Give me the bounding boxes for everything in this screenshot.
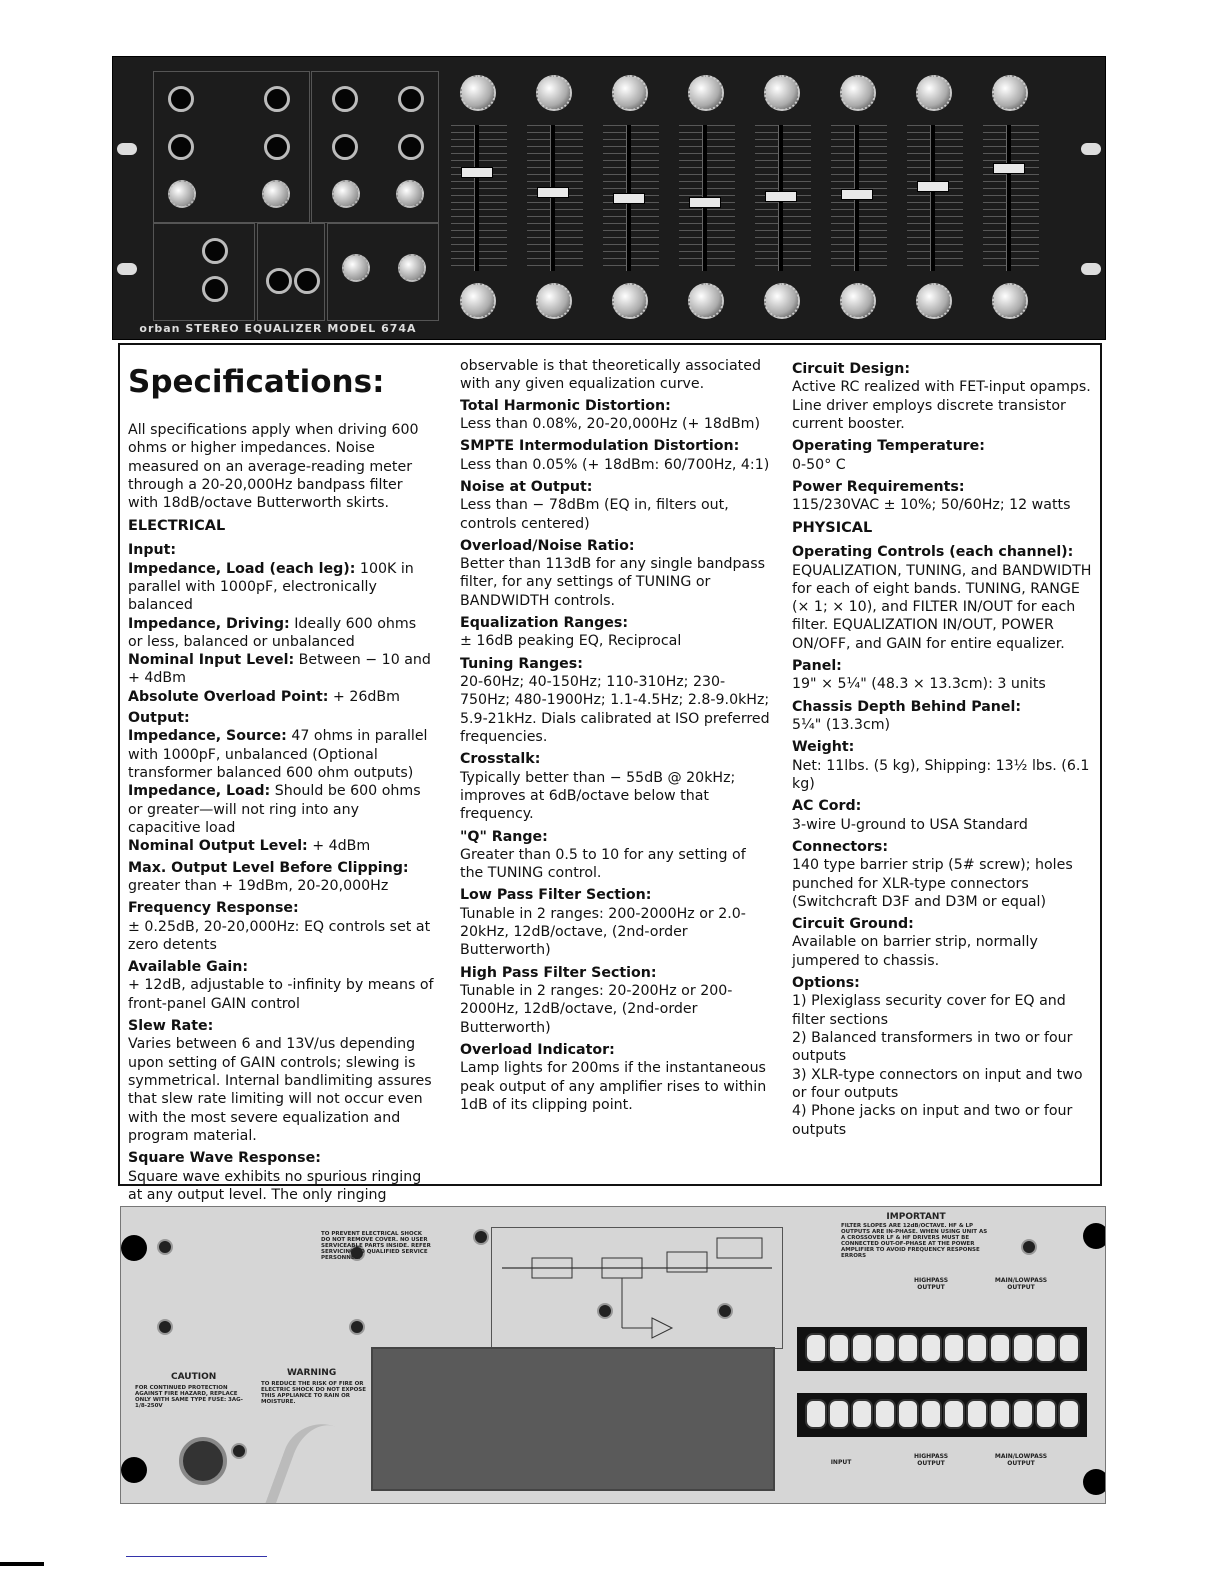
terminal [1012, 1399, 1034, 1429]
spec-item [128, 958, 434, 1013]
spec-column-2 [460, 357, 770, 1118]
terminal [920, 1399, 942, 1429]
spec-item [792, 797, 1098, 834]
terminal [943, 1333, 965, 1363]
switch [264, 134, 290, 160]
caution-text: FOR CONTINUED PROTECTION AGAINST FIRE HAZARD, REPLACE ONLY WITH SAME TYPE FUSE: 3AG-1/8-250V [135, 1385, 243, 1410]
spec-item [128, 727, 434, 782]
spec-item [460, 886, 770, 959]
spec-label: Square Wave Response: [128, 1150, 321, 1167]
eq-band [671, 63, 741, 331]
spec-label: Impedance, Load (each leg): [128, 560, 356, 577]
slider-scale [451, 125, 507, 271]
spec-item [128, 560, 434, 615]
spec-label: Tuning Ranges: [460, 655, 583, 672]
rack-hole [1083, 1469, 1106, 1495]
spec-list [792, 360, 1098, 1139]
spec-label: Slew Rate: [128, 1018, 214, 1035]
spec-label: Impedance, Source: [128, 728, 287, 745]
bandwidth-knob [916, 283, 952, 319]
spec-text: 1) Plexiglass security cover for EQ and filter sections [792, 993, 1066, 1028]
power-section [153, 223, 255, 321]
tuning-knob [916, 75, 952, 111]
terminal [989, 1333, 1011, 1363]
warning-text: TO REDUCE THE RISK OF FIRE OR ELECTRIC SHOCK DO NOT EXPOSE THIS APPLIANCE TO RAIN OR MOISTURE. [261, 1381, 367, 1406]
eq-band [975, 63, 1045, 331]
spec-label: Connectors: [792, 838, 889, 855]
specifications-box [118, 343, 1102, 1203]
slider-cap [689, 197, 721, 208]
spec-item [128, 859, 434, 896]
input-label-bottom: INPUT [830, 1459, 852, 1466]
shock-warning-text: TO PREVENT ELECTRICAL SHOCK DO NOT REMOVE COVER. NO USER SERVICEABLE PARTS INSIDE. REFER SERVICING TO QUALIFIED SERVICE PERSONNEL. [321, 1231, 431, 1262]
spec-column-1 [128, 355, 434, 1208]
spec-item [128, 837, 434, 855]
eq-band [443, 63, 513, 331]
slider-slot [550, 125, 555, 271]
tuning-knob [840, 75, 876, 111]
rear-panel-photo [120, 1206, 1106, 1504]
spec-value: Net: 11lbs. (5 kg), Shipping: 13½ lbs. (6.1 kg) [792, 757, 1090, 792]
intro-text: All specifications apply when driving 600 ohms or higher impedances. Noise measured on an average-reading meter through a 20-20,000Hz bandpass filter with 18dB/octave Butterworth skirts. [128, 421, 419, 512]
tuning-knob [168, 180, 196, 208]
bandwidth-knob [992, 283, 1028, 319]
terminal [989, 1399, 1011, 1429]
power-switch [202, 276, 228, 302]
slider-scale [907, 125, 963, 271]
spec-label: Operating Controls (each channel): [792, 544, 1074, 561]
spec-item [128, 615, 434, 652]
important-title: IMPORTANT [886, 1212, 946, 1222]
bandwidth-knob [764, 283, 800, 319]
spec-item [792, 838, 1098, 911]
spec-item [792, 915, 1098, 970]
spec-label: "Q" Range: [460, 828, 548, 845]
switch [332, 86, 358, 112]
terminal [920, 1333, 942, 1363]
spec-value: Less than 0.08%, 20-20,000Hz (+ 18dBm) [460, 415, 761, 432]
spec-label: AC Cord: [792, 798, 862, 815]
spec-value: 3-wire U-ground to USA Standard [792, 816, 1028, 833]
spec-value: + 26dBm [328, 688, 400, 705]
caution-title: CAUTION [171, 1372, 217, 1382]
spec-label: Overload/Noise Ratio: [460, 537, 635, 554]
spec-label: Max. Output Level Before Clipping: [128, 859, 409, 876]
terminal [828, 1399, 850, 1429]
slider-cap [841, 189, 873, 200]
section-heading: ELECTRICAL [128, 517, 226, 534]
spec-value: Less than − 78dBm (EQ in, filters out, controls centered) [460, 497, 729, 532]
spec-list [128, 517, 434, 1205]
terminal [897, 1399, 919, 1429]
spec-item [460, 614, 770, 651]
spec-item [792, 698, 1098, 735]
terminal [966, 1399, 988, 1429]
slider-scale [983, 125, 1039, 271]
bandwidth-knob [840, 283, 876, 319]
spec-text: observable is that theoretically associated with any given equalization curve. [460, 358, 761, 393]
tuning-knob [332, 180, 360, 208]
terminal [851, 1333, 873, 1363]
spec-text: 3) XLR-type connectors on input and two or four outputs [792, 1066, 1083, 1101]
highpass-label-top: HIGHPASS OUTPUT [913, 1277, 949, 1291]
switch [168, 86, 194, 112]
switch [332, 134, 358, 160]
rack-hole [1083, 1223, 1106, 1249]
spec-value: 47 ohms in parallel with 1000pF, unbalanced (Optional transformer balanced 600 ohm outputs) [128, 728, 428, 781]
spec-item [128, 1149, 434, 1204]
spec-list [460, 357, 770, 1114]
eq-band [899, 63, 969, 331]
spec-value: Typically better than − 55dB @ 20kHz; improves at 6dB/octave below that frequency. [460, 769, 736, 823]
slider-cap [537, 187, 569, 198]
terminal [943, 1399, 965, 1429]
spec-item [792, 478, 1098, 515]
screw [349, 1319, 365, 1335]
slider-cap [461, 167, 493, 178]
terminal [1058, 1399, 1080, 1429]
spec-label: Absolute Overload Point: [128, 688, 329, 705]
slider-cap [765, 191, 797, 202]
spec-label: Available Gain: [128, 959, 249, 976]
spec-text: 2) Balanced transformers in two or four outputs [792, 1030, 1073, 1065]
spec-item [792, 543, 1098, 653]
spec-label: Noise at Output: [460, 478, 593, 495]
spec-item [128, 1017, 434, 1145]
spec-value: Active RC realized with FET-input opamps. Line driver employs discrete transistor current booster. [792, 379, 1091, 432]
terminal [874, 1333, 896, 1363]
eq-bands [443, 63, 1098, 331]
slider-slot [1006, 125, 1011, 271]
slider-slot [474, 125, 479, 271]
spec-value: greater than + 19dBm, 20-20,000Hz [128, 877, 389, 894]
bandwidth-knob [460, 283, 496, 319]
important-notice [841, 1213, 991, 1259]
spec-value: ± 16dB peaking EQ, Reciprocal [460, 633, 682, 650]
rack-hole [121, 1235, 147, 1261]
barrier-strip-bottom [797, 1393, 1087, 1437]
power-cord [247, 1413, 345, 1504]
spec-item [460, 964, 770, 1037]
footer-rule [126, 1556, 267, 1557]
spec-item [460, 537, 770, 610]
spec-item [128, 899, 434, 954]
spec-value: 100K in parallel with 1000pF, electronically balanced [128, 560, 414, 614]
tuning-knob [396, 180, 424, 208]
tuning-knob [688, 75, 724, 111]
tuning-knob [262, 180, 290, 208]
scan-edge-mark [0, 1562, 44, 1566]
spec-value: Should be 600 ohms or greater—will not ring into any capacitive load [128, 783, 421, 836]
filter-section-left [153, 71, 310, 223]
page-title: Specifications: [128, 364, 385, 400]
block-diagram [491, 1227, 783, 1349]
section-heading: PHYSICAL [792, 519, 873, 536]
slider-cap [613, 193, 645, 204]
spec-label: High Pass Filter Section: [460, 964, 657, 981]
spec-value: 19" × 5¼" (48.3 × 13.3cm): 3 units [792, 676, 1046, 693]
screw [157, 1239, 173, 1255]
spec-label: Impedance, Driving: [128, 615, 290, 632]
highpass-label-bottom: HIGHPASS OUTPUT [913, 1453, 949, 1467]
spec-item [128, 651, 434, 688]
spec-value: Varies between 6 and 13V/us depending upon setting of GAIN controls; slewing is symmetrical. Internal bandlimiting assures that slew rate limiting will not occur even with the most severe equalization and program material. [128, 1036, 432, 1144]
fuse-holder [179, 1437, 227, 1485]
spec-value: Greater than 0.5 to 10 for any setting of the TUNING control. [460, 846, 746, 882]
main-lowpass-label-top: MAIN/LOWPASS OUTPUT [994, 1277, 1048, 1291]
slider-cap [993, 163, 1025, 174]
switch [398, 134, 424, 160]
terminal [1035, 1333, 1057, 1363]
spec-label: Low Pass Filter Section: [460, 887, 652, 904]
barrier-strip-top [797, 1327, 1087, 1371]
spec-label: Equalization Ranges: [460, 615, 629, 632]
bypass-switch [266, 268, 292, 294]
spec-label: Frequency Response: [128, 900, 299, 917]
screw [473, 1229, 489, 1245]
spec-item [792, 437, 1098, 474]
eq-band [823, 63, 893, 331]
bypass-switch [294, 268, 320, 294]
spec-value: 5¼" (13.3cm) [792, 717, 891, 734]
spec-value: Ideally 600 ohms or less, balanced or unbalanced [128, 615, 417, 650]
spec-label: SMPTE Intermodulation Distortion: [460, 438, 740, 455]
spec-value: 0-50° C [792, 456, 846, 473]
switch [264, 86, 290, 112]
spec-item [128, 782, 434, 837]
terminal [851, 1399, 873, 1429]
spec-item [792, 657, 1098, 694]
spec-value: 20-60Hz; 40-150Hz; 110-310Hz; 230-750Hz; 480-1900Hz; 1.1-4.5Hz; 2.8-9.0kHz; 5.9-21kHz. Dials calibrated at ISO preferred frequencies. [460, 674, 770, 745]
important-text: FILTER SLOPES ARE 12dB/OCTAVE. HF & LP OUTPUTS ARE IN-PHASE. WHEN USING UNIT AS A CROSSOVER LF & HF DRIVERS MUST BE CONNECTED OUT-OF-PHASE AT THE POWER AMPLIFIER TO AVOID FREQUENCY RESPONSE ERRORS [841, 1222, 988, 1260]
xlr-cover-plate [371, 1347, 775, 1491]
bandwidth-knob [688, 283, 724, 319]
spec-label: Impedance, Load: [128, 783, 271, 800]
spec-item [460, 655, 770, 747]
rack-hole [117, 263, 137, 275]
terminal [1058, 1333, 1080, 1363]
filter-section-right [311, 71, 439, 223]
spec-item [460, 828, 770, 883]
spec-label: Chassis Depth Behind Panel: [792, 698, 1022, 715]
model-label: orban STEREO EQUALIZER MODEL 674A [139, 322, 417, 335]
terminal [897, 1333, 919, 1363]
terminal [966, 1333, 988, 1363]
gain-section [327, 223, 439, 321]
tuning-knob [992, 75, 1028, 111]
spec-label: Crosstalk: [460, 751, 541, 768]
spec-value: Tunable in 2 ranges: 20-200Hz or 200-2000Hz, 12dB/octave, (2nd-order Butterworth) [460, 983, 733, 1036]
tuning-knob [612, 75, 648, 111]
spec-item [460, 437, 770, 474]
eq-band [595, 63, 665, 331]
spec-item [792, 738, 1098, 793]
screw [1021, 1239, 1037, 1255]
spec-group-heading: Options: [792, 975, 860, 992]
spec-value: ± 0.25dB, 20-20,000Hz: EQ controls set at zero detents [128, 918, 431, 953]
spec-text: 4) Phone jacks on input and two or four outputs [792, 1103, 1073, 1138]
tuning-knob [764, 75, 800, 111]
rack-hole [117, 143, 137, 155]
spec-label: Panel: [792, 658, 842, 675]
slider-slot [930, 125, 935, 271]
spec-value: Better than 113dB for any single bandpass filter, for any settings of TUNING or BANDWIDTH controls. [460, 556, 766, 609]
slider-cap [917, 181, 949, 192]
spec-value: Tunable in 2 ranges: 200-2000Hz or 2.0-20kHz, 12dB/octave, (2nd-order Butterworth) [460, 905, 746, 959]
warning-title: WARNING [287, 1368, 337, 1378]
eq-band [747, 63, 817, 331]
spec-label: Circuit Design: [792, 361, 911, 377]
terminal [805, 1399, 827, 1429]
spec-value: Square wave exhibits no spurious ringing at any output level. The only ringing [128, 1168, 422, 1203]
spec-group-heading: Output: [128, 710, 190, 727]
bandwidth-knob [612, 283, 648, 319]
spec-item [460, 750, 770, 823]
spec-value: Between − 10 and + 4dBm [128, 652, 431, 687]
spec-item [460, 397, 770, 434]
switch [398, 86, 424, 112]
terminal [805, 1333, 827, 1363]
spec-value: Available on barrier strip, normally jumpered to chassis. [792, 934, 1038, 969]
gain-knob [342, 254, 370, 282]
spec-item [792, 360, 1098, 433]
eq-band [519, 63, 589, 331]
switch [168, 134, 194, 160]
schematic-lines [492, 1228, 782, 1348]
tuning-knob [460, 75, 496, 111]
spec-label: Power Requirements: [792, 478, 965, 495]
slider-scale [527, 125, 583, 271]
front-panel-photo [112, 56, 1106, 340]
main-lowpass-label-bottom: MAIN/LOWPASS OUTPUT [994, 1453, 1048, 1467]
power-switch [202, 238, 228, 264]
spec-label: Operating Temperature: [792, 438, 985, 455]
tuning-knob [536, 75, 572, 111]
spec-value: + 12dB, adjustable to -infinity by means of front-panel GAIN control [128, 977, 434, 1012]
terminal [1035, 1399, 1057, 1429]
spec-value: + 4dBm [307, 838, 371, 855]
spec-column-3 [792, 357, 1098, 1139]
spec-group-heading: Input: [128, 542, 177, 559]
spec-label: Nominal Input Level: [128, 652, 295, 669]
spec-item [460, 1041, 770, 1114]
terminal [828, 1333, 850, 1363]
spec-value: 140 type barrier strip (5# screw); holes punched for XLR-type connectors (Switchcraft D3F and D3M or equal) [792, 857, 1073, 910]
spec-value: Lamp lights for 200ms if the instantaneous peak output of any amplifier rises to within 1dB of its clipping point. [460, 1060, 767, 1113]
spec-value: 115/230VAC ± 10%; 50/60Hz; 12 watts [792, 497, 1071, 514]
spec-label: Weight: [792, 739, 855, 756]
spec-value: Less than 0.05% (+ 18dBm: 60/700Hz, 4:1) [460, 456, 770, 473]
spec-item [460, 478, 770, 533]
gain-knob [398, 254, 426, 282]
spec-label: Nominal Output Level: [128, 838, 308, 855]
spec-label: Total Harmonic Distortion: [460, 397, 671, 414]
terminal [874, 1399, 896, 1429]
bandwidth-knob [536, 283, 572, 319]
screw [157, 1319, 173, 1335]
spec-value: EQUALIZATION, TUNING, and BANDWIDTH for each of eight bands. TUNING, RANGE (× 1; × 10), and FILTER IN/OUT for each filter. EQUALIZATION IN/OUT, POWER ON/OFF, and GAIN for entire equalizer. [792, 562, 1092, 652]
spec-item [128, 688, 434, 706]
spec-label: Circuit Ground: [792, 916, 914, 933]
rack-hole [121, 1457, 147, 1483]
terminal [1012, 1333, 1034, 1363]
screw [231, 1443, 247, 1459]
spec-label: Overload Indicator: [460, 1041, 615, 1058]
bypass-section [257, 223, 325, 321]
